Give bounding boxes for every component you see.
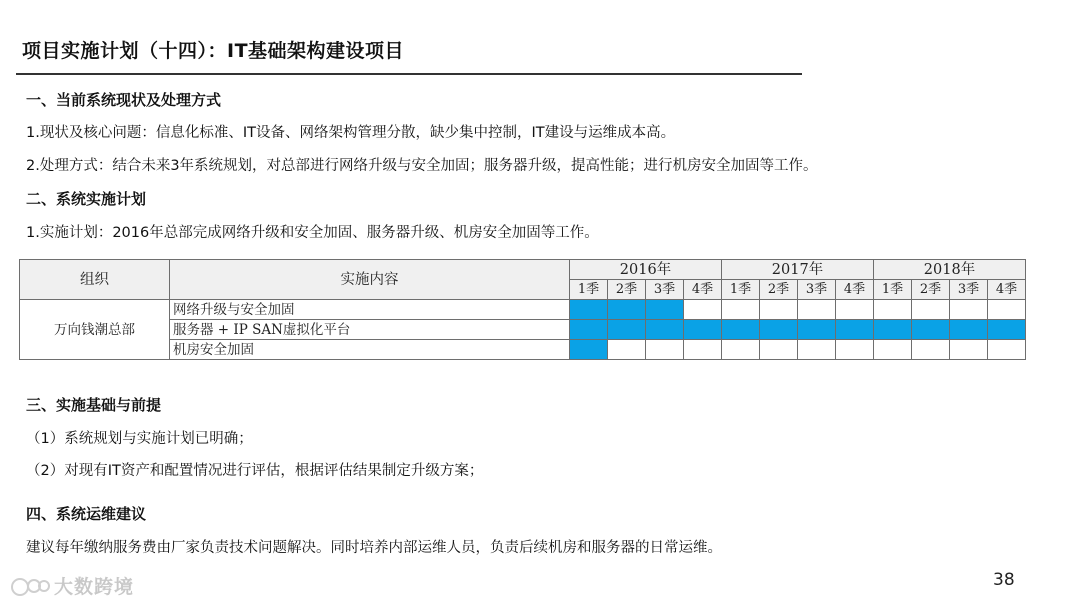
quarter-header: 1季: [570, 280, 608, 300]
section3-line1: （1）系统规划与实施计划已明确；: [26, 431, 253, 447]
gantt-empty-cell: [684, 340, 722, 360]
gantt-table: [19, 259, 1026, 360]
task-cell: 机房安全加固: [170, 340, 570, 360]
org-header: 组织: [20, 260, 170, 300]
quarter-header: 3季: [950, 280, 988, 300]
gantt-empty-cell: [912, 340, 950, 360]
gantt-bar-cell: [570, 340, 608, 360]
section3-heading: 三、实施基础与前提: [26, 396, 162, 414]
year-header: 2016年: [570, 260, 722, 280]
gantt-empty-cell: [684, 300, 722, 320]
page-title: 项目实施计划（十四）：IT基础架构建设项目: [22, 40, 405, 62]
title-divider: [16, 73, 802, 75]
quarter-header: 3季: [646, 280, 684, 300]
content-header: 实施内容: [170, 260, 570, 300]
watermark-logo-icon: [10, 574, 50, 598]
year-header: 2017年: [722, 260, 874, 280]
gantt-bar-cell: [570, 300, 608, 320]
org-cell: 万向钱潮总部: [20, 300, 170, 360]
gantt-empty-cell: [988, 300, 1026, 320]
section1-heading: 一、当前系统现状及处理方式: [26, 91, 222, 109]
section4-heading: 四、系统运维建议: [26, 505, 147, 523]
gantt-bar-cell: [646, 320, 684, 340]
section3-line2: （2）对现有IT资产和配置情况进行评估，根据评估结果制定升级方案；: [26, 463, 484, 479]
gantt-empty-cell: [798, 300, 836, 320]
watermark: [10, 572, 134, 599]
gantt-bar-cell: [722, 320, 760, 340]
table-row: [20, 300, 1026, 320]
table-row: [20, 320, 1026, 340]
task-cell: 服务器 + IP SAN虚拟化平台: [170, 320, 570, 340]
table-row: [20, 340, 1026, 360]
gantt-bar-cell: [874, 320, 912, 340]
gantt-empty-cell: [798, 340, 836, 360]
gantt-bar-cell: [570, 320, 608, 340]
gantt-empty-cell: [912, 300, 950, 320]
gantt-empty-cell: [874, 300, 912, 320]
quarter-header: 4季: [988, 280, 1026, 300]
gantt-empty-cell: [760, 340, 798, 360]
gantt-empty-cell: [874, 340, 912, 360]
gantt-bar-cell: [608, 300, 646, 320]
gantt-bar-cell: [912, 320, 950, 340]
quarter-header: 1季: [722, 280, 760, 300]
quarter-header: 3季: [798, 280, 836, 300]
gantt-empty-cell: [608, 340, 646, 360]
gantt-bar-cell: [608, 320, 646, 340]
quarter-header: 2季: [608, 280, 646, 300]
quarter-header: 4季: [684, 280, 722, 300]
gantt-empty-cell: [950, 300, 988, 320]
gantt-empty-cell: [722, 300, 760, 320]
gantt-empty-cell: [760, 300, 798, 320]
section4-line1: 建议每年缴纳服务费由厂家负责技术问题解决。同时培养内部运维人员，负责后续机房和服务器的日常运维。: [26, 540, 722, 556]
section2-line1: 1.实施计划：2016年总部完成网络升级和安全加固、服务器升级、机房安全加固等工作。: [26, 225, 599, 241]
quarter-header: 1季: [874, 280, 912, 300]
gantt-bar-cell: [836, 320, 874, 340]
watermark-text: 大数跨境: [54, 576, 135, 598]
quarter-header: 2季: [912, 280, 950, 300]
year-header: 2018年: [874, 260, 1026, 280]
gantt-bar-cell: [950, 320, 988, 340]
quarter-header: 4季: [836, 280, 874, 300]
gantt-bar-cell: [760, 320, 798, 340]
gantt-empty-cell: [988, 340, 1026, 360]
gantt-empty-cell: [722, 340, 760, 360]
gantt-empty-cell: [646, 340, 684, 360]
gantt-bar-cell: [798, 320, 836, 340]
quarter-header: 2季: [760, 280, 798, 300]
page-number: 38: [993, 570, 1015, 590]
gantt-bar-cell: [684, 320, 722, 340]
gantt-empty-cell: [950, 340, 988, 360]
gantt-empty-cell: [836, 340, 874, 360]
section2-heading: 二、系统实施计划: [26, 190, 147, 208]
section1-line2: 2.处理方式：结合未来3年系统规划，对总部进行网络升级与安全加固；服务器升级，提高性能；进行机房安全加固等工作。: [26, 158, 818, 174]
gantt-bar-cell: [988, 320, 1026, 340]
section1-line1: 1.现状及核心问题：信息化标准、IT设备、网络架构管理分散，缺少集中控制，IT建设与运维成本高。: [26, 125, 676, 141]
task-cell: 网络升级与安全加固: [170, 300, 570, 320]
gantt-empty-cell: [836, 300, 874, 320]
gantt-bar-cell: [646, 300, 684, 320]
